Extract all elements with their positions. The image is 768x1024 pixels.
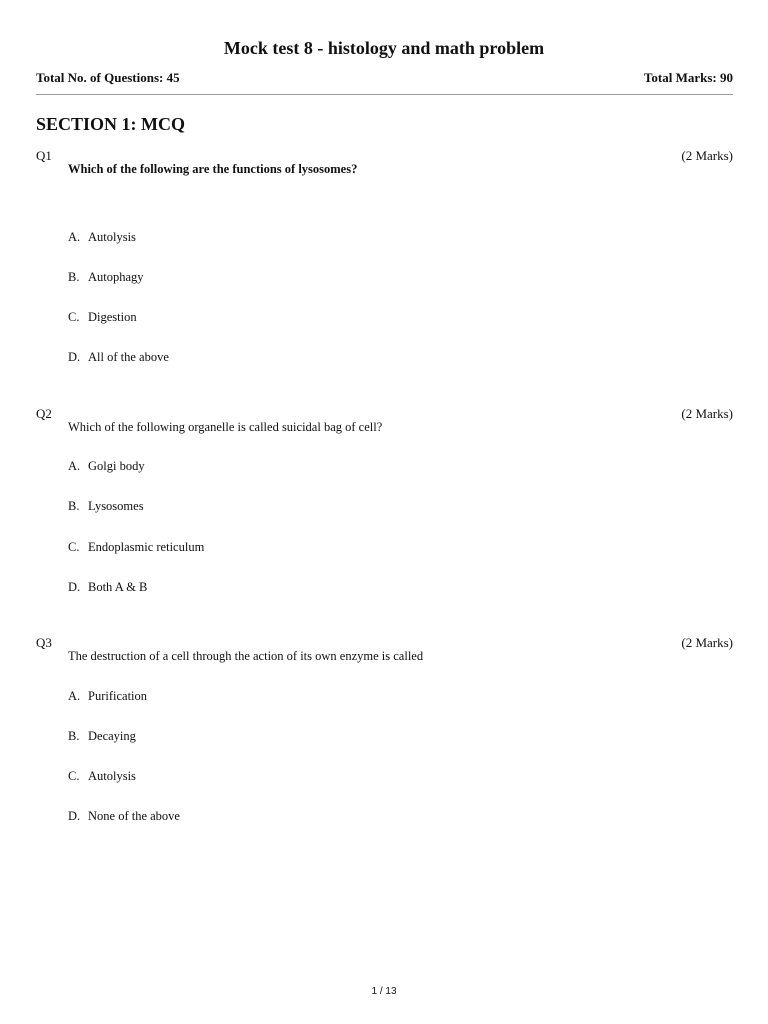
option-d — [68, 349, 169, 365]
option-c — [68, 309, 137, 325]
option-letter: B. — [68, 729, 80, 743]
option-text: Both A & B — [88, 580, 148, 594]
page-title: Mock test 8 - histology and math problem — [223, 38, 545, 58]
option-c — [68, 768, 136, 784]
option-letter: D. — [68, 350, 81, 364]
option-letter: D. — [68, 809, 81, 823]
option-letter: B. — [68, 499, 80, 513]
option-text: Autophagy — [88, 270, 144, 284]
option-b — [68, 498, 144, 514]
question-marks: (2 Marks) — [681, 406, 733, 421]
option-text: Digestion — [88, 310, 137, 324]
option-a — [68, 229, 136, 245]
option-letter: C. — [68, 540, 80, 554]
option-d — [68, 579, 147, 595]
option-text: None of the above — [88, 809, 180, 823]
question-text: The destruction of a cell through the action of its own enzyme is called — [68, 649, 424, 663]
question-number: Q1 — [36, 148, 52, 163]
option-b — [68, 728, 136, 744]
option-letter: A. — [68, 230, 81, 244]
option-text: Autolysis — [88, 769, 136, 783]
option-b — [68, 269, 144, 285]
total-questions: Total No. of Questions: 45 — [36, 70, 180, 85]
question-number: Q3 — [36, 635, 52, 650]
option-text: Lysosomes — [88, 499, 144, 513]
option-a — [68, 458, 145, 474]
question-text: Which of the following are the functions of lysosomes? — [68, 162, 358, 176]
header-divider — [36, 94, 733, 95]
option-text: Decaying — [88, 729, 136, 743]
page-indicator: 1 / 13 — [371, 986, 397, 997]
question-number: Q2 — [36, 406, 52, 421]
option-c — [68, 539, 204, 555]
section-title: SECTION 1: MCQ — [36, 114, 186, 134]
option-text: All of the above — [88, 350, 169, 364]
option-letter: C. — [68, 310, 80, 324]
question-marks: (2 Marks) — [681, 148, 733, 163]
question-text: Which of the following organelle is called suicidal bag of cell? — [68, 420, 383, 434]
option-a — [68, 688, 147, 704]
option-text: Purification — [88, 689, 148, 703]
option-d — [68, 808, 180, 824]
option-text: Golgi body — [88, 459, 145, 473]
option-letter: C. — [68, 769, 80, 783]
option-letter: D. — [68, 580, 81, 594]
option-text: Endoplasmic reticulum — [88, 540, 205, 554]
option-letter: A. — [68, 689, 81, 703]
option-letter: A. — [68, 459, 81, 473]
total-marks: Total Marks: 90 — [643, 70, 733, 85]
option-letter: B. — [68, 270, 80, 284]
question-marks: (2 Marks) — [681, 635, 733, 650]
option-text: Autolysis — [88, 230, 136, 244]
